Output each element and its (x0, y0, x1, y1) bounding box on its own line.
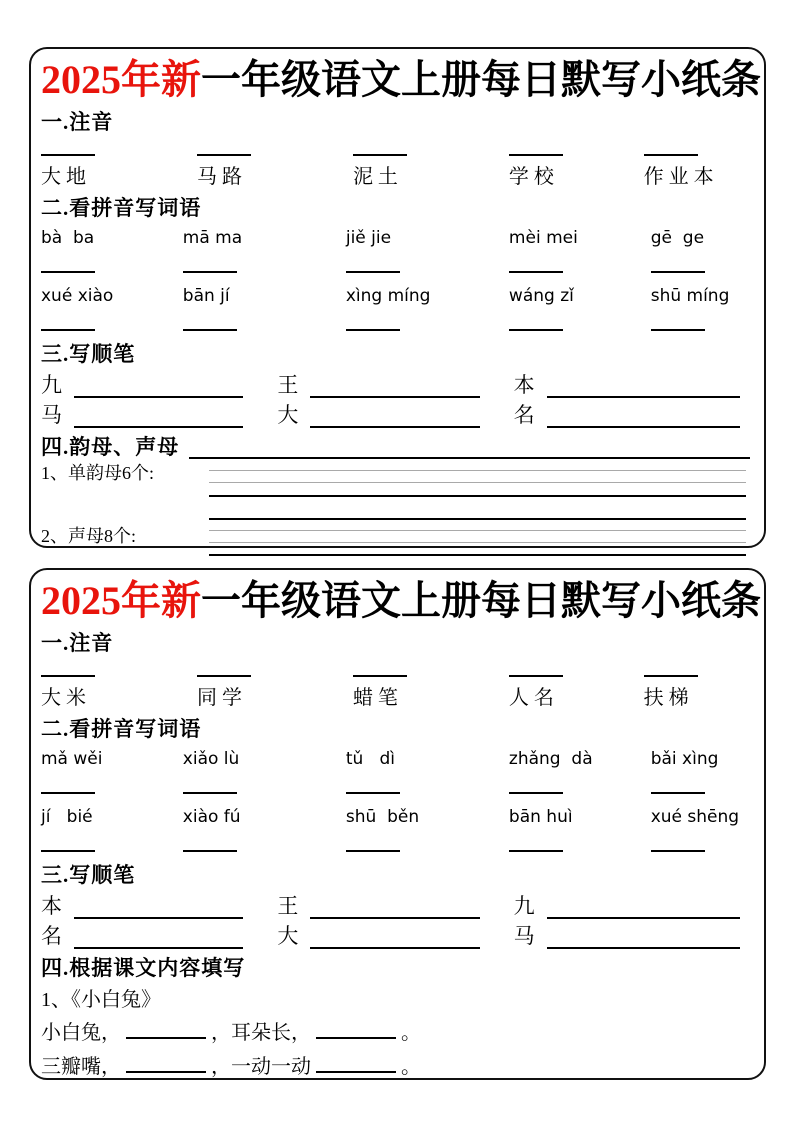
word-answer-line (183, 308, 237, 331)
sentence-text: 。 (401, 1055, 421, 1078)
zhuyin-cell (509, 673, 644, 710)
staff-line (209, 542, 746, 543)
worksheet-title (41, 56, 761, 103)
sentence-text: ，耳朵长， (211, 1021, 311, 1044)
pinyin-row-2 (41, 285, 750, 335)
fill-sentence-2 (41, 1053, 750, 1082)
pinyin-cell (183, 806, 346, 856)
word-answer-line (509, 308, 563, 331)
pinyin-answer-line (509, 673, 563, 677)
stroke-item (277, 373, 513, 398)
vowel-label: 1、单韵母6个: (41, 462, 155, 483)
worksheet-title (41, 577, 761, 624)
pinyin-cell (346, 806, 509, 856)
stroke-char: 王 (277, 372, 299, 397)
pinyin-label: bà ba (41, 227, 95, 248)
stroke-char: 本 (41, 893, 62, 918)
pinyin-label: zhǎng dà (508, 748, 593, 769)
word-answer-line (183, 250, 237, 273)
stroke-answer-line (310, 378, 479, 398)
word-answer-line (346, 308, 400, 331)
pinyin-label: xìng míng (345, 285, 431, 306)
word-answer-line (651, 829, 705, 852)
word-label: 同 学 (196, 687, 242, 710)
stroke-answer-line (74, 378, 243, 398)
stroke-item (41, 894, 277, 919)
stroke-item (41, 403, 277, 428)
pinyin-label: xué shēng (650, 806, 740, 827)
word-answer-line (346, 250, 400, 273)
section-4-heading-row (41, 434, 750, 461)
zhuyin-cell (353, 673, 509, 710)
section-2-heading: 二.看拼音写词语 (41, 196, 202, 221)
course-title: 1、《小白兔》 (41, 988, 161, 1011)
stroke-answer-line (547, 929, 740, 949)
vowel-staff-row (41, 462, 750, 498)
pinyin-cell (651, 748, 750, 798)
stroke-answer-line (310, 929, 479, 949)
word-answer-line (41, 829, 95, 852)
pinyin-cell (346, 285, 509, 335)
pinyin-cell (183, 227, 346, 277)
pinyin-cell (183, 285, 346, 335)
pinyin-answer-line (197, 152, 251, 156)
pinyin-cell (183, 748, 346, 798)
fill-blank-line (126, 1053, 206, 1073)
section-1-heading: 一.注音 (41, 110, 114, 135)
stroke-answer-line (547, 378, 740, 398)
pinyin-label: bān huì (508, 806, 573, 827)
pinyin-label: tǔ dì (345, 748, 396, 769)
word-answer-line (346, 829, 400, 852)
stroke-item (514, 894, 750, 919)
word-answer-line (41, 250, 95, 273)
pinyin-cell (651, 285, 750, 335)
stroke-row-2 (41, 403, 750, 428)
zhuyin-cell (644, 673, 750, 710)
stroke-answer-line (547, 899, 740, 919)
word-label: 人 名 (508, 687, 554, 710)
section-4-heading: 四.韵母、声母 (41, 435, 180, 460)
title-year-highlight: 2025年新 (41, 57, 201, 102)
stroke-row-1 (41, 373, 750, 398)
word-label: 马 路 (196, 166, 242, 189)
stroke-answer-line (74, 899, 243, 919)
pinyin-label: mǎ wěi (41, 748, 103, 769)
fill-sentence-1 (41, 1019, 750, 1048)
word-answer-line (651, 308, 705, 331)
zhuyin-word-row (41, 152, 750, 189)
zhuyin-word-row (41, 673, 750, 710)
word-label: 泥 土 (352, 166, 398, 189)
worksheet-card-2 (29, 568, 766, 1080)
stroke-answer-line (310, 899, 479, 919)
stroke-answer-line (74, 408, 243, 428)
staff-line (209, 530, 746, 531)
zhuyin-cell (41, 152, 197, 189)
staff-line (209, 518, 746, 520)
stroke-answer-line (74, 929, 243, 949)
pinyin-label: bān jí (182, 285, 230, 306)
pinyin-answer-line (644, 152, 698, 156)
staff-line (209, 554, 746, 556)
pinyin-label: wáng zǐ (508, 285, 574, 306)
stroke-item (277, 894, 513, 919)
stroke-item (514, 373, 750, 398)
zhuyin-cell (41, 673, 197, 710)
zhuyin-cell (197, 673, 353, 710)
zhuyin-cell (353, 152, 509, 189)
pinyin-label: mèi mei (508, 227, 578, 248)
word-answer-line (346, 771, 400, 794)
stroke-char: 本 (513, 372, 535, 397)
pinyin-cell (651, 227, 750, 277)
word-answer-line (509, 771, 563, 794)
pinyin-cell (41, 806, 183, 856)
word-label: 蜡 笔 (352, 687, 398, 710)
stroke-item (41, 924, 277, 949)
pinyin-writing-staff (209, 518, 750, 556)
pinyin-label: shū běn (345, 806, 420, 827)
stroke-item (41, 373, 277, 398)
pinyin-label: xiǎo lù (182, 748, 240, 769)
pinyin-label: mā ma (182, 227, 243, 248)
title-main-text: 一年级语文上册每日默写小纸条 (201, 57, 761, 102)
staff-line (209, 470, 746, 471)
pinyin-cell (509, 748, 651, 798)
word-label: 作 业 本 (643, 166, 714, 189)
stroke-item (514, 924, 750, 949)
pinyin-cell (41, 748, 183, 798)
pinyin-label: bǎi xìng (650, 748, 719, 769)
pinyin-answer-line (197, 673, 251, 677)
pinyin-cell (509, 806, 651, 856)
stroke-char: 马 (513, 924, 535, 949)
pinyin-cell (651, 806, 750, 856)
word-label: 扶 梯 (643, 687, 689, 710)
stroke-char: 九 (513, 893, 535, 918)
word-answer-line (41, 771, 95, 794)
zhuyin-cell (509, 152, 644, 189)
staff-line (209, 482, 746, 483)
word-label: 学 校 (508, 166, 554, 189)
pinyin-answer-line (353, 673, 407, 677)
stroke-row-1 (41, 894, 750, 919)
pinyin-row-1 (41, 227, 750, 277)
title-main-text: 一年级语文上册每日默写小纸条 (201, 578, 761, 623)
word-answer-line (509, 829, 563, 852)
stroke-char: 马 (41, 403, 62, 428)
section-4-heading: 四.根据课文内容填写 (41, 956, 246, 981)
pinyin-label: xiào fú (182, 806, 241, 827)
stroke-item (277, 403, 513, 428)
pinyin-writing-staff (209, 462, 750, 498)
staff-top-line (189, 435, 750, 459)
sentence-text: 小白兔， (41, 1021, 121, 1044)
stroke-answer-line (547, 408, 740, 428)
word-label: 大 米 (41, 687, 86, 710)
worksheet-card-1 (29, 47, 766, 548)
pinyin-cell (41, 227, 183, 277)
pinyin-answer-line (353, 152, 407, 156)
word-answer-line (41, 308, 95, 331)
title-year-highlight: 2025年新 (41, 578, 201, 623)
pinyin-cell (509, 227, 651, 277)
pinyin-answer-line (509, 152, 563, 156)
pinyin-cell (509, 285, 651, 335)
stroke-char: 名 (513, 403, 535, 428)
section-3-heading: 三.写顺笔 (41, 862, 136, 887)
fill-blank-line (316, 1053, 396, 1073)
pinyin-label: xué xiào (41, 285, 114, 306)
section-2-heading: 二.看拼音写词语 (41, 717, 202, 742)
sentence-text: 。 (401, 1021, 421, 1044)
zhuyin-cell (197, 152, 353, 189)
stroke-char: 九 (41, 372, 62, 397)
pinyin-cell (346, 227, 509, 277)
pinyin-cell (346, 748, 509, 798)
section-3-heading: 三.写顺笔 (41, 341, 136, 366)
stroke-char: 大 (277, 403, 299, 428)
word-answer-line (183, 829, 237, 852)
sentence-text: ，一动一动 (211, 1055, 311, 1078)
pinyin-answer-line (644, 673, 698, 677)
pinyin-label: jí bié (41, 806, 93, 827)
pinyin-label: gē ge (650, 227, 705, 248)
pinyin-cell (41, 285, 183, 335)
stroke-item (277, 924, 513, 949)
pinyin-answer-line (41, 673, 95, 677)
initial-label: 2、声母8个: (41, 525, 137, 546)
zhuyin-cell (644, 152, 750, 189)
word-answer-line (183, 771, 237, 794)
sentence-text: 三瓣嘴， (41, 1055, 121, 1078)
stroke-row-2 (41, 924, 750, 949)
pinyin-row-2 (41, 806, 750, 856)
fill-blank-line (316, 1019, 396, 1039)
section-1-heading: 一.注音 (41, 631, 114, 656)
stroke-char: 大 (277, 924, 299, 949)
fill-blank-line (126, 1019, 206, 1039)
word-answer-line (509, 250, 563, 273)
pinyin-answer-line (41, 152, 95, 156)
stroke-char: 名 (41, 924, 62, 949)
pinyin-row-1 (41, 748, 750, 798)
stroke-char: 王 (277, 893, 299, 918)
stroke-answer-line (310, 408, 479, 428)
staff-line (209, 495, 746, 497)
pinyin-label: jiě jie (345, 227, 392, 248)
word-answer-line (651, 250, 705, 273)
word-label: 大 地 (41, 166, 86, 189)
pinyin-label: shū míng (650, 285, 730, 306)
word-answer-line (651, 771, 705, 794)
initial-staff-row (41, 518, 750, 556)
stroke-item (514, 403, 750, 428)
